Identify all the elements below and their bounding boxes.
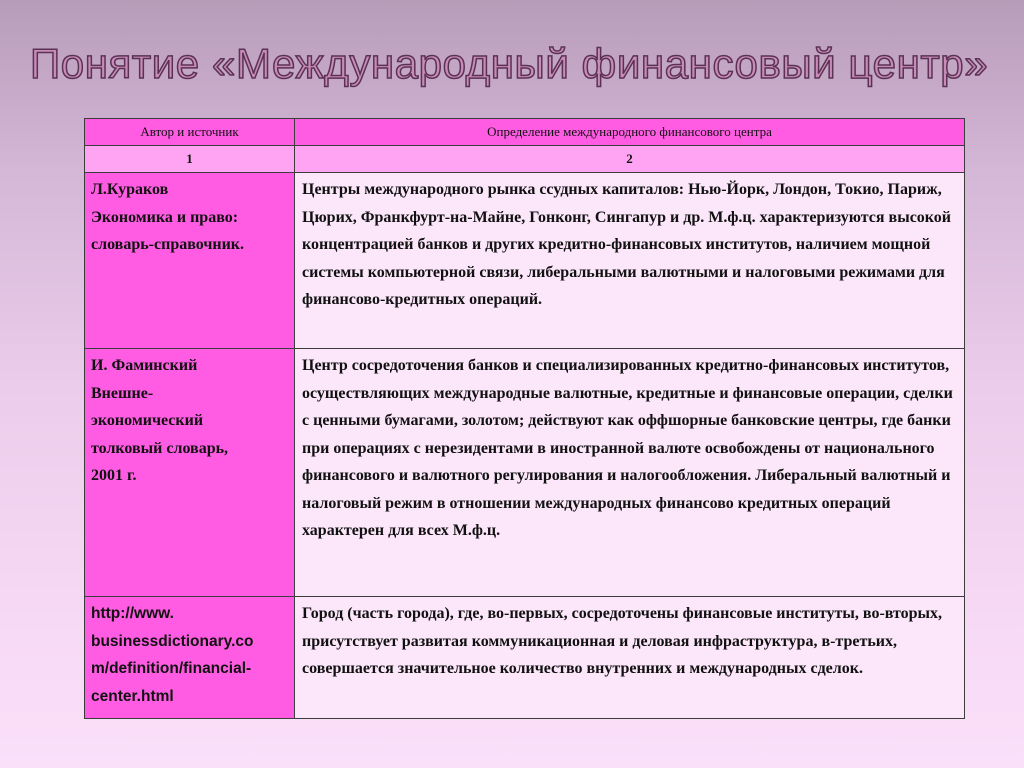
header-definition: Определение международного финансового центра <box>295 119 965 146</box>
header-author-source: Автор и источник <box>85 119 295 146</box>
table-row <box>85 349 965 597</box>
author-source-cell <box>85 173 295 349</box>
column-number-2: 2 <box>295 146 965 173</box>
table-row <box>85 597 965 719</box>
source-url-line: businessdictionary.co <box>91 632 254 650</box>
author-line: экономический <box>91 412 204 429</box>
column-number-1: 1 <box>85 146 295 173</box>
author-line: Л.Кураков <box>91 181 169 198</box>
author-source-cell <box>85 349 295 597</box>
source-url-line: m/definition/financial- <box>91 660 252 677</box>
table-header-row <box>85 119 965 146</box>
definitions-table <box>84 118 965 719</box>
table-row <box>85 173 965 349</box>
author-line: словарь-справочник. <box>91 236 245 253</box>
source-url-line: center.html <box>91 687 174 705</box>
column-number-row <box>85 146 965 173</box>
definition-cell: Центры международного рынка ссудных капиталов: Нью-Йорк, Лондон, Токио, Париж, Цюрих, Франкфурт-на-Майне, Гонконг, Сингапур и др. М.ф.ц. характеризуются высокой концентрацией банков и других кредитно-финансовых институтов, наличием мощной системы компьютерной связи, либеральными валютными и налоговыми режимами для финансово-кредитных операций. <box>295 173 965 349</box>
author-source-cell <box>85 597 295 719</box>
author-line: Экономика и право: <box>91 208 239 226</box>
definition-cell: Город (часть города), где, во-первых, сосредоточены финансовые институты, во-вторых, присутствует развитая коммуникационная и деловая инфраструктура, в-третьих, совершается значительное количество внутренних и международных сделок. <box>295 597 965 719</box>
author-line: толковый словарь, <box>91 439 229 457</box>
author-line: Внешне- <box>91 384 154 402</box>
source-url-line: http://www. <box>91 605 174 622</box>
author-line: 2001 г. <box>91 467 137 484</box>
definition-cell: Центр сосредоточения банков и специализированных кредитно-финансовых институтов, осуществляющих международные валютные, кредитные и финансовые операции, сделки с ценными бумагами, золотом; действуют как оффшорные банковские центры, где банки при операциях с нерезидентами в иностранной валюте освобождены от национального финансового и валютного регулирования и налогообложения. Либеральный валютный и налоговый режим в отношении международных финансово кредитных операций характерен для всех М.ф.ц. <box>295 349 965 597</box>
slide-title: Понятие «Международный финансовый центр» <box>30 40 989 87</box>
author-line: И. Фаминский <box>91 357 198 374</box>
